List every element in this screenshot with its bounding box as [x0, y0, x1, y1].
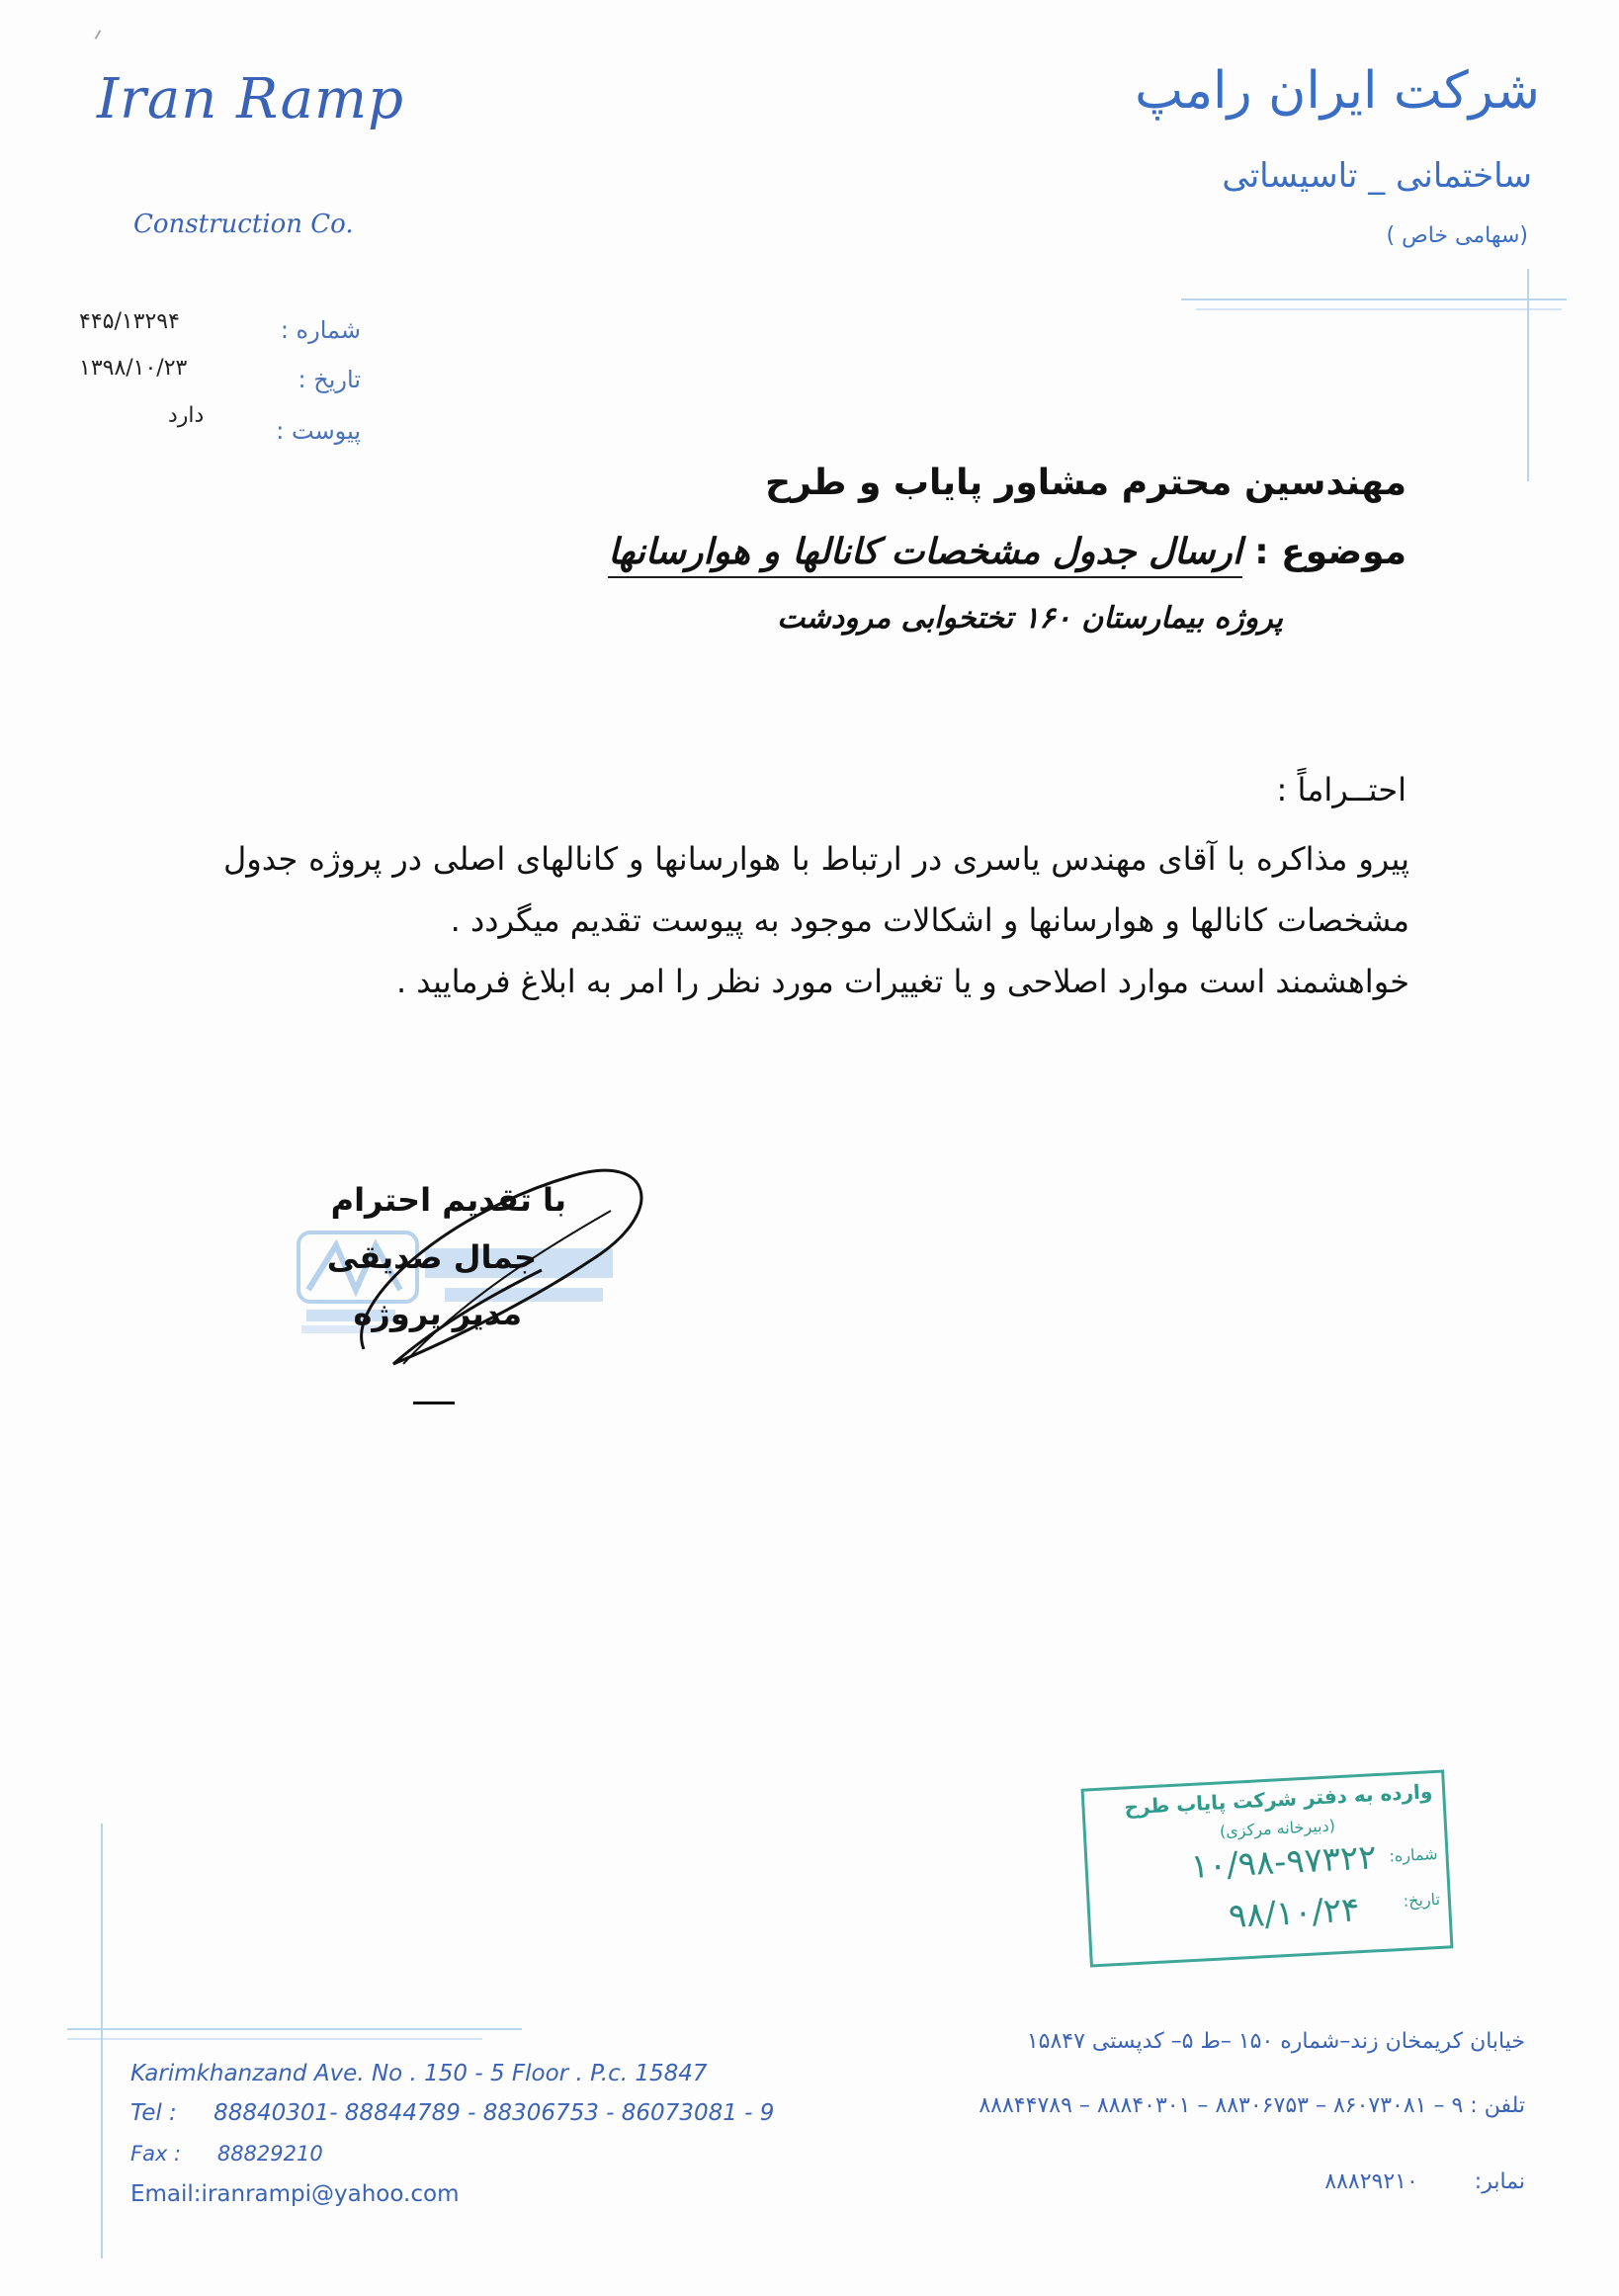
- signatory-name: جمال صدیقی: [326, 1238, 537, 1276]
- footer-tel-label: Tel :: [130, 2100, 177, 2126]
- receipt-date-label: تاریخ:: [1403, 1889, 1441, 1911]
- project-title: پروژه بیمارستان ۱۶۰ تختخوابی مرودشت: [777, 601, 1283, 636]
- paragraph-2: خواهشمند است موارد اصلاحی و یا تغییرات مورد نظر را امر به ابلاغ فرمایید .: [395, 963, 1409, 1000]
- footer-fax-en: [130, 2142, 323, 2166]
- company-subtitle-en: Construction Co.: [133, 210, 354, 239]
- company-logo-en: Iran Ramp: [97, 67, 404, 131]
- footer-email[interactable]: Email:iranrampi@yahoo.com: [130, 2181, 460, 2207]
- header-vertical-rule: [1527, 269, 1529, 481]
- greeting: احتــراماً :: [1276, 771, 1406, 808]
- receipt-stamp: [1081, 1769, 1454, 1967]
- letter-body: [223, 828, 1409, 1012]
- footer-vertical-rule: [101, 1824, 103, 2258]
- header-rule: [1181, 298, 1567, 300]
- date-label: تاریخ :: [298, 366, 361, 393]
- date-value: ۱۳۹۸/۱۰/۲۳: [79, 356, 188, 381]
- footer-fax-label: Fax :: [130, 2142, 182, 2166]
- footer-fax-fa: [1324, 2169, 1525, 2194]
- footer-fax-label-fa: نمابر:: [1474, 2169, 1525, 2194]
- attachment-label: پیوست :: [276, 417, 361, 445]
- paragraph-1: پیرو مذاکره با آقای مهندس یاسری در ارتباط با هوارسانها و کانالهای اصلی در پروژه جدول مشخصات کانالها و هوارسانها و اشکالات موجود به پیوست تقدیم میگردد .: [223, 840, 1409, 939]
- company-logo-fa: شرکت ایران رامپ: [1135, 61, 1540, 121]
- corner-mark: [95, 30, 102, 40]
- footer-rule: [67, 2028, 522, 2030]
- header-rule-secondary: [1196, 308, 1562, 310]
- company-type-fa: (سهامی خاص ): [1386, 223, 1528, 248]
- footer-tel-en: [130, 2100, 774, 2126]
- number-label: شماره :: [280, 316, 361, 344]
- receipt-stamp-subtitle: (دبیرخانه مرکزی): [1219, 1816, 1336, 1841]
- subject-label: موضوع :: [1254, 532, 1406, 572]
- footer-fax-value: 88829210: [216, 2142, 323, 2166]
- subject-line: [608, 532, 1406, 572]
- addressee: مهندسین محترم مشاور پایاب و طرح: [765, 463, 1406, 503]
- footer-tel-value: 88840301- 88844789 - 88306753 - 86073081 - 9: [213, 2100, 775, 2126]
- signature-dash: [413, 1402, 455, 1404]
- attachment-value: دارد: [168, 403, 205, 428]
- footer-address-en: Karimkhanzand Ave. No . 150 - 5 Floor . P.c. 15847: [130, 2061, 708, 2086]
- receipt-stamp-title: وارده به دفتر شرکت پایاب طرح: [1123, 1779, 1433, 1820]
- subject-value: ارسال جدول مشخصات کانالها و هوارسانها: [608, 532, 1241, 578]
- receipt-date-value: ۹۸/۱۰/۲۴: [1227, 1890, 1361, 1937]
- footer-fax-value-fa: ۸۸۸۲۹۲۱۰: [1324, 2169, 1418, 2194]
- signature-closing: با تقدیم احترام: [330, 1181, 566, 1219]
- footer-tel-fa: تلفن : ۹ – ۸۶۰۷۳۰۸۱ – ۸۸۳۰۶۷۵۳ – ۸۸۸۴۰۳۰۱ – ۸۸۸۴۴۷۸۹: [979, 2093, 1525, 2118]
- number-value: ۴۴۵/۱۳۲۹۴: [79, 309, 180, 334]
- footer-rule-secondary: [67, 2038, 482, 2040]
- receipt-number-label: شماره:: [1388, 1843, 1438, 1866]
- footer-address-fa: خیابان کریمخان زند–شماره ۱۵۰ –ط ۵– کدپستی ۱۵۸۴۷: [1026, 2029, 1525, 2054]
- receipt-number-value: ۱۰/۹۸-۹۷۳۲۲: [1189, 1837, 1378, 1888]
- company-subtitle-fa: ساختمانی _ تاسیساتی: [1222, 156, 1532, 196]
- signatory-title: مدیر پروژه: [353, 1295, 522, 1332]
